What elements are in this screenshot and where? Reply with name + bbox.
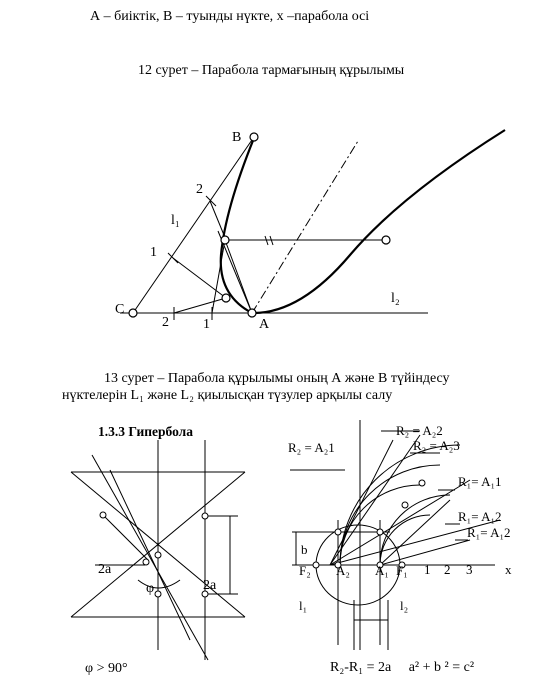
label-A: A — [259, 317, 270, 332]
point — [335, 529, 341, 535]
label-1: 1 — [150, 245, 157, 260]
construction-line — [92, 455, 208, 660]
phi-condition: φ > 90° — [85, 661, 128, 676]
label-1-bottom: 1 — [203, 317, 210, 332]
point — [100, 512, 106, 518]
construction-line — [225, 240, 252, 313]
arc — [380, 495, 450, 565]
point — [402, 502, 408, 508]
figure-13-caption-line2: нүктелерін L₁ және L₂ қиылысқан түзулер арқылы салу — [62, 388, 393, 403]
point — [155, 591, 161, 597]
label-l2: l₂ — [400, 598, 409, 613]
label-F1: F₁ — [396, 563, 408, 578]
figure-13-caption-line1: 13 сурет – Парабола құрылымы оның А және В түйіндесу — [104, 371, 450, 386]
point — [419, 480, 425, 486]
formula-left: R₂-R₁ = 2a — [330, 660, 392, 675]
label-phi: φ — [146, 581, 155, 596]
angle-arc — [138, 580, 180, 588]
label-F2: F₂ — [299, 563, 311, 578]
tick-3: 3 — [466, 562, 473, 577]
hyperbola-left-figure — [71, 440, 245, 660]
figure-12-caption: 12 сурет – Парабола тармағының құрылымы — [138, 63, 405, 78]
label-C: C — [115, 302, 125, 317]
point — [155, 552, 161, 558]
point — [222, 294, 230, 302]
label-b: b — [301, 542, 308, 557]
point-F2 — [313, 562, 319, 568]
parabola-curve — [221, 138, 254, 313]
axis-dashdot — [252, 141, 358, 313]
construction-line — [174, 298, 226, 313]
tick-1: 1 — [424, 562, 431, 577]
radius-line — [330, 435, 420, 565]
line-l1 — [133, 137, 254, 313]
label-R1-A12: R₁= A₁2 — [458, 509, 502, 524]
tick-2: 2 — [444, 562, 451, 577]
label-R2-A21: R₂ = A₂1 — [288, 440, 335, 455]
label-R1-A12: R₁= A₁2 — [467, 525, 511, 540]
section-heading: 1.3.3 Гипербола — [98, 424, 193, 439]
point — [143, 559, 149, 565]
construction-line — [110, 470, 190, 640]
label-R2-A22: R₂ = A₂2 — [396, 423, 443, 438]
point-C — [129, 309, 137, 317]
caption-legend: А – биіктік, В – туынды нүкте, х –парабола осі — [90, 9, 370, 24]
formula-right: a² + b ² = c² — [408, 660, 475, 675]
point — [382, 236, 390, 244]
point-A — [248, 309, 256, 317]
label-2a-right: 2a — [203, 578, 217, 593]
label-2: 2 — [196, 182, 203, 197]
label-x: x — [505, 562, 512, 577]
point — [202, 513, 208, 519]
label-2-bottom: 2 — [162, 315, 169, 330]
label-l2: l₂ — [391, 291, 400, 306]
label-R2-A23: R₂ = A₂3 — [413, 438, 460, 453]
label-B: B — [232, 130, 242, 145]
label-A2: A₂ — [336, 563, 350, 578]
label-R1-A11: R₁= A₁1 — [458, 474, 502, 489]
point — [377, 529, 383, 535]
label-l1: l₁ — [299, 598, 308, 613]
parabola-curve — [252, 130, 505, 313]
point — [221, 236, 229, 244]
point-B — [250, 133, 258, 141]
label-2a-left: 2a — [98, 562, 112, 577]
label-l1: l₁ — [171, 213, 180, 228]
label-A1: A₁ — [375, 563, 389, 578]
